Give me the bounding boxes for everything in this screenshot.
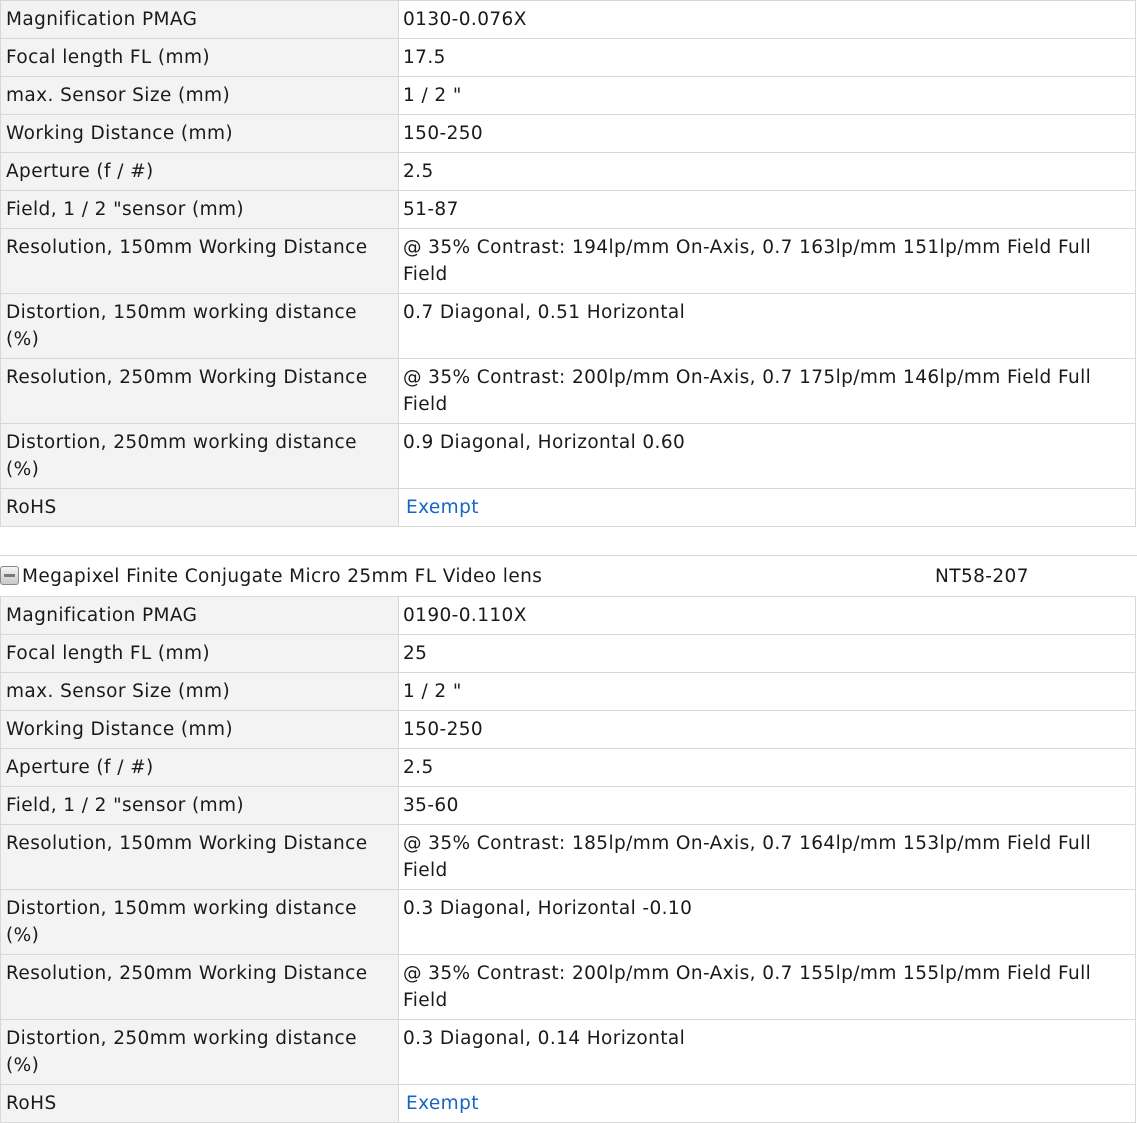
spec-value: 51-87 [399,191,1136,229]
rohs-exempt-link[interactable]: Exempt [406,1093,479,1114]
product-title[interactable]: Megapixel Finite Conjugate Micro 25mm FL Video lens [22,566,543,587]
spec-value: @ 35% Contrast: 200lp/mm On-Axis, 0.7 175lp/mm 146lp/mm Field Full Field [399,359,1136,424]
spec-label: Resolution, 150mm Working Distance [1,229,399,294]
spec-label: Focal length FL (mm) [1,39,399,77]
product-code: NT58-207 [935,566,1029,587]
table-row [1,749,1136,787]
section-divider [0,527,1137,556]
spec-value: 25 [399,635,1136,673]
table-row [1,673,1136,711]
spec-label: Magnification PMAG [1,597,399,635]
spec-label: Distortion, 150mm working distance (%) [1,890,399,955]
spec-value: 0.9 Diagonal, Horizontal 0.60 [399,424,1136,489]
table-row [1,489,1136,527]
table-row [1,229,1136,294]
spec-table-product2 [0,596,1136,1123]
spec-value: 0.3 Diagonal, Horizontal -0.10 [399,890,1136,955]
spec-label: Resolution, 250mm Working Distance [1,359,399,424]
spec-value: 0190-0.110X [399,597,1136,635]
spec-label: Resolution, 150mm Working Distance [1,825,399,890]
spec-value: 150-250 [399,115,1136,153]
spec-label: Working Distance (mm) [1,711,399,749]
spec-value: 1 / 2 " [399,673,1136,711]
spec-label: Field, 1 / 2 "sensor (mm) [1,787,399,825]
table-row [1,597,1136,635]
table-row [1,890,1136,955]
table-row [1,115,1136,153]
spec-value: 2.5 [399,749,1136,787]
spec-value: 0130-0.076X [399,1,1136,39]
table-row [1,77,1136,115]
table-row [1,39,1136,77]
spec-value: @ 35% Contrast: 200lp/mm On-Axis, 0.7 155lp/mm 155lp/mm Field Full Field [399,955,1136,1020]
spec-value: 0.3 Diagonal, 0.14 Horizontal [399,1020,1136,1085]
spec-label: max. Sensor Size (mm) [1,673,399,711]
spec-label: Distortion, 150mm working distance (%) [1,294,399,359]
table-row [1,635,1136,673]
rohs-cell [399,489,1136,527]
spec-label: Distortion, 250mm working distance (%) [1,424,399,489]
table-row [1,191,1136,229]
table-row [1,359,1136,424]
spec-label: Magnification PMAG [1,1,399,39]
table-row [1,1085,1136,1123]
spec-label: Focal length FL (mm) [1,635,399,673]
spec-label: Aperture (f / #) [1,153,399,191]
spec-value: 1 / 2 " [399,77,1136,115]
spec-value: 35-60 [399,787,1136,825]
product-header [0,556,1137,596]
table-row [1,711,1136,749]
collapse-icon[interactable] [0,566,19,585]
spec-label: Working Distance (mm) [1,115,399,153]
table-row [1,294,1136,359]
spec-value: 0.7 Diagonal, 0.51 Horizontal [399,294,1136,359]
table-row [1,1,1136,39]
spec-label: Distortion, 250mm working distance (%) [1,1020,399,1085]
spec-value: 17.5 [399,39,1136,77]
spec-label: Field, 1 / 2 "sensor (mm) [1,191,399,229]
spec-value: @ 35% Contrast: 185lp/mm On-Axis, 0.7 164lp/mm 153lp/mm Field Full Field [399,825,1136,890]
table-row [1,1020,1136,1085]
table-row [1,955,1136,1020]
table-row [1,825,1136,890]
rohs-cell [399,1085,1136,1123]
table-row [1,153,1136,191]
spec-value: 150-250 [399,711,1136,749]
spec-table-product1 [0,0,1136,527]
table-row [1,424,1136,489]
spec-value: @ 35% Contrast: 194lp/mm On-Axis, 0.7 163lp/mm 151lp/mm Field Full Field [399,229,1136,294]
spec-label: RoHS [1,1085,399,1123]
spec-label: RoHS [1,489,399,527]
spec-label: Resolution, 250mm Working Distance [1,955,399,1020]
rohs-exempt-link[interactable]: Exempt [406,497,479,518]
spec-value: 2.5 [399,153,1136,191]
table-row [1,787,1136,825]
spec-label: max. Sensor Size (mm) [1,77,399,115]
spec-label: Aperture (f / #) [1,749,399,787]
